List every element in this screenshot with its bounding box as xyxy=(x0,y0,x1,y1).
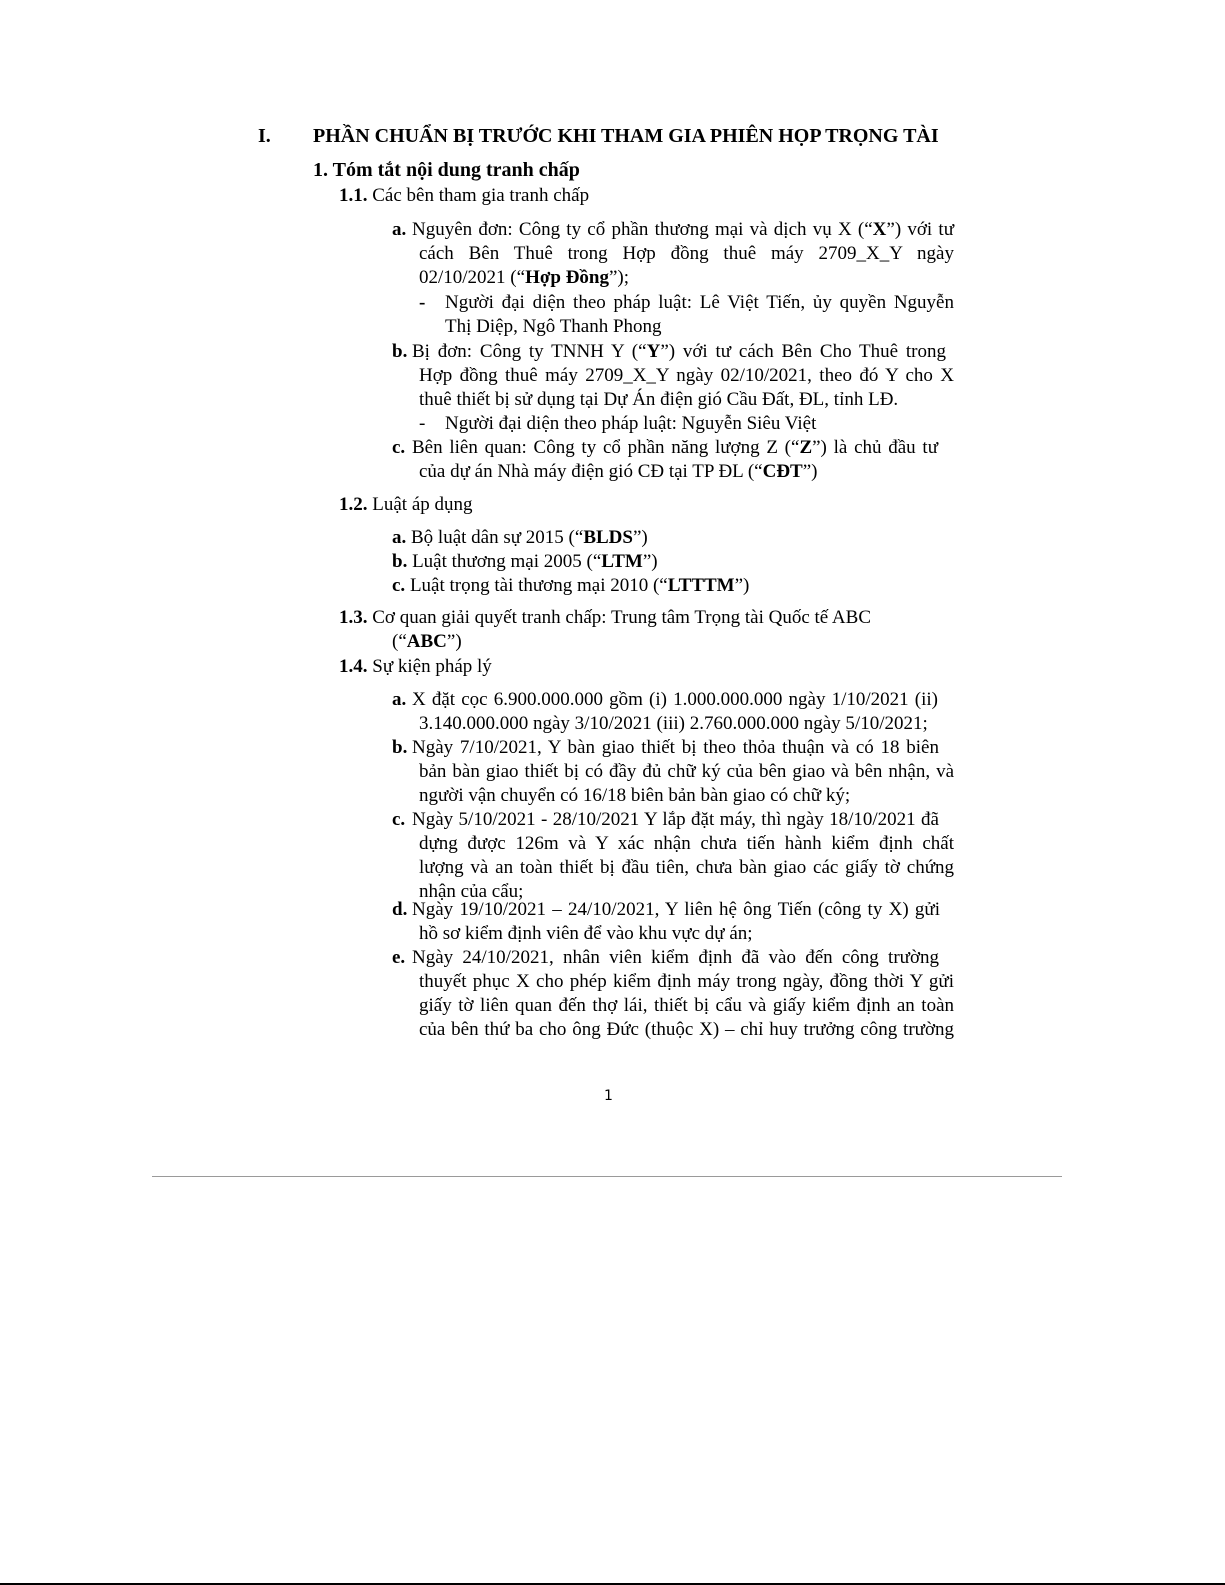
text: Bộ luật dân sự 2015 (“ xyxy=(411,527,584,548)
defined-term: BLDS xyxy=(583,527,633,548)
item-marker: b. xyxy=(392,341,408,362)
subsection-title: Sự kiện pháp lý xyxy=(372,656,492,677)
item-line: dựng được 126m và Y xác nhận chưa tiến hành kiểm định chất xyxy=(419,833,954,854)
defined-term: LTM xyxy=(601,551,643,572)
item-line: nhận của cẩu; xyxy=(419,881,524,902)
item-line xyxy=(419,266,629,290)
item-line xyxy=(412,218,954,242)
subsection-title: Luật áp dụng xyxy=(372,494,473,515)
text: ”) xyxy=(802,461,818,482)
item-marker: a. xyxy=(392,527,407,548)
item-line: Hợp đồng thuê máy 2709_X_Y ngày 02/10/2021, theo đó Y cho X xyxy=(419,365,954,386)
item-marker: a. xyxy=(392,219,407,240)
text: ”) xyxy=(642,551,658,572)
subsection-1-1 xyxy=(339,184,589,208)
subsection-1-3-cont xyxy=(392,630,462,654)
item-line xyxy=(419,460,818,484)
list-item-1-2-b xyxy=(392,550,658,574)
defined-term: Y xyxy=(646,341,661,362)
item-line: giấy tờ liên quan đến thợ lái, thiết bị cẩu và giấy kiểm định an toàn xyxy=(419,995,954,1016)
item-line: thuê thiết bị sử dụng tại Dự Án điện gió Cầu Đất, ĐL, tỉnh LĐ. xyxy=(419,389,899,410)
text: ”) với tư xyxy=(886,219,954,240)
section-number: I. xyxy=(258,125,271,147)
item-line: Ngày 7/10/2021, Y bàn giao thiết bị theo thỏa thuận và có 18 biên xyxy=(412,737,939,758)
item-line: cách Bên Thuê trong Hợp đồng thuê máy 2709_X_Y ngày xyxy=(419,243,954,264)
subsection-number: 1.4. xyxy=(339,656,368,677)
item-line: bản bàn giao thiết bị có đầy đủ chữ ký của bên giao và bên nhận, và xyxy=(419,761,954,782)
heading-1: 1. Tóm tắt nội dung tranh chấp xyxy=(313,159,580,181)
defined-term: CĐT xyxy=(762,461,803,482)
section-title: PHẦN CHUẨN BỊ TRƯỚC KHI THAM GIA PHIÊN HỌP TRỌNG TÀI xyxy=(313,125,939,147)
item-line xyxy=(412,340,946,364)
item-line: X đặt cọc 6.900.000.000 gồm (i) 1.000.000.000 ngày 1/10/2021 (ii) xyxy=(412,689,938,710)
subsection-number: 1.1. xyxy=(339,185,368,206)
item-line xyxy=(412,436,938,460)
item-marker: b. xyxy=(392,737,408,758)
text: ”); xyxy=(608,267,630,288)
defined-term: Z xyxy=(799,437,813,458)
text: ”) với tư cách Bên Cho Thuê trong xyxy=(660,341,947,362)
item-line: người vận chuyển có 16/18 biên bản bàn giao có chữ ký; xyxy=(419,785,851,806)
subsection-1-2 xyxy=(339,493,473,517)
text: ”) là chủ đầu tư xyxy=(812,437,938,458)
item-marker: b. xyxy=(392,551,408,572)
defined-term: LTTTM xyxy=(667,575,735,596)
item-line: của bên thứ ba cho ông Đức (thuộc X) – chỉ huy trưởng công trường xyxy=(419,1019,954,1040)
item-line: Ngày 24/10/2021, nhân viên kiểm định đã vào đến công trường xyxy=(412,947,939,968)
page-number: 1 xyxy=(604,1088,613,1104)
item-line: Ngày 19/10/2021 – 24/10/2021, Y liên hệ ông Tiến (công ty X) gửi xyxy=(412,899,940,920)
list-item-1-2-c xyxy=(392,574,749,598)
item-line: hồ sơ kiểm định viên để vào khu vực dự án; xyxy=(419,923,753,944)
subsection-number: 1.2. xyxy=(339,494,368,515)
dash-bullet: - xyxy=(419,292,426,313)
item-marker: a. xyxy=(392,689,407,710)
item-marker: c. xyxy=(392,437,406,458)
item-line: Ngày 5/10/2021 - 28/10/2021 Y lắp đặt máy, thì ngày 18/10/2021 đã xyxy=(412,809,939,830)
text: 02/10/2021 (“ xyxy=(419,267,526,288)
text: ”) xyxy=(734,575,750,596)
defined-term: Hợp Đồng xyxy=(525,267,609,288)
defined-term: X xyxy=(872,219,887,240)
bullet-line: Thị Diệp, Ngô Thanh Phong xyxy=(445,316,662,337)
defined-term: ABC xyxy=(406,631,447,652)
item-marker: d. xyxy=(392,899,408,920)
text: Luật thương mại 2005 (“ xyxy=(412,551,602,572)
text: Nguyên đơn: Công ty cổ phần thương mại và dịch vụ X (“ xyxy=(412,219,873,240)
item-line: lượng và an toàn thiết bị đầu tiên, chưa bàn giao các giấy tờ chứng xyxy=(419,857,954,878)
item-marker: c. xyxy=(392,809,406,830)
text: của dự án Nhà máy điện gió CĐ tại TP ĐL (“ xyxy=(419,461,763,482)
bullet-line: Người đại diện theo pháp luật: Nguyễn Siêu Việt xyxy=(445,413,817,434)
text: Bị đơn: Công ty TNNH Y (“ xyxy=(412,341,647,362)
text: (“ xyxy=(392,631,407,652)
subsection-text: Cơ quan giải quyết tranh chấp: Trung tâm Trọng tài Quốc tế ABC xyxy=(372,607,871,628)
item-marker: e. xyxy=(392,947,406,968)
item-line: thuyết phục X cho phép kiểm định máy trong ngày, đồng thời Y gửi xyxy=(419,971,954,992)
list-item-1-2-a xyxy=(392,526,648,550)
subsection-title: Các bên tham gia tranh chấp xyxy=(372,185,590,206)
text: Bên liên quan: Công ty cổ phần năng lượng Z (“ xyxy=(412,437,800,458)
subsection-number: 1.3. xyxy=(339,607,368,628)
subsection-1-4 xyxy=(339,655,492,679)
dash-bullet: - xyxy=(419,413,426,434)
subsection-1-3 xyxy=(339,606,871,630)
text: Luật trọng tài thương mại 2010 (“ xyxy=(409,575,668,596)
bullet-line: Người đại diện theo pháp luật: Lê Việt Tiến, ủy quyền Nguyễn xyxy=(445,292,954,313)
text: ”) xyxy=(632,527,648,548)
page-divider xyxy=(152,1176,1062,1177)
item-marker: c. xyxy=(392,575,406,596)
text: ”) xyxy=(446,631,462,652)
item-line: 3.140.000.000 ngày 3/10/2021 (iii) 2.760.000.000 ngày 5/10/2021; xyxy=(419,713,928,734)
